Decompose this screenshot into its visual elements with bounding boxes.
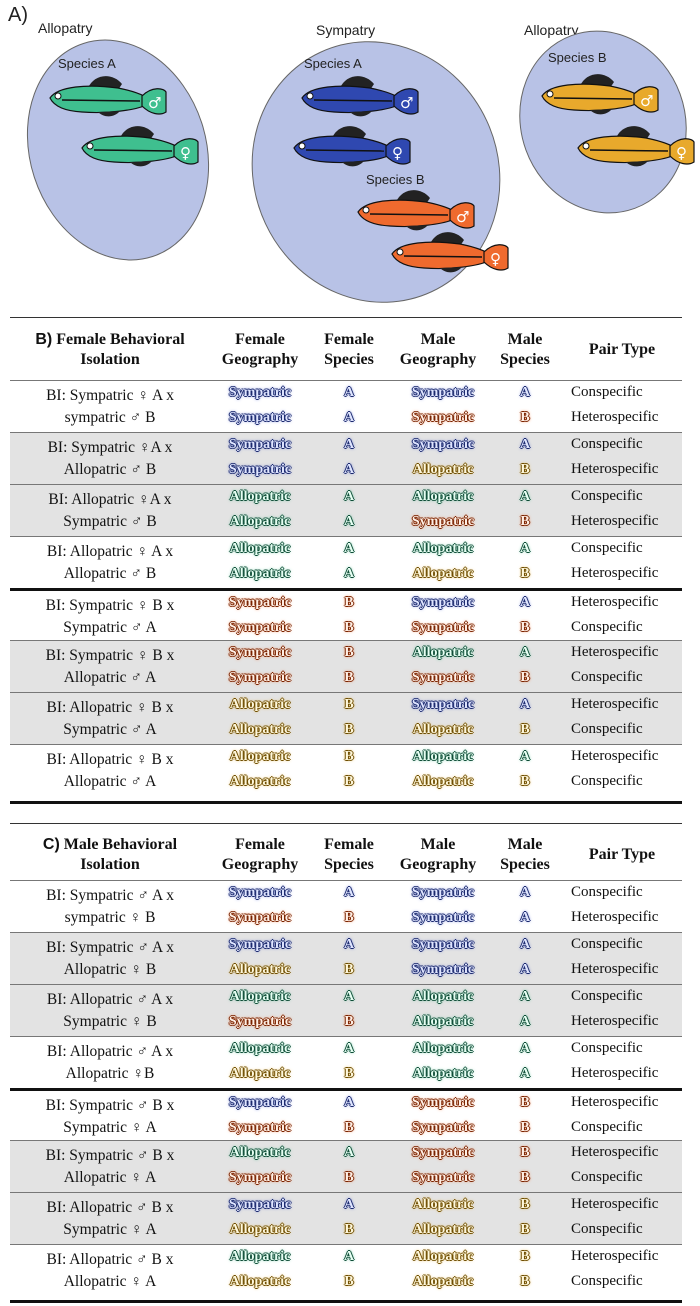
female-geography-cell: Allopatric (229, 1145, 291, 1160)
comparison-label-line: BI: Sympatric ♀ A x (46, 387, 174, 404)
pair-type-cell: Conspecific (571, 1040, 643, 1056)
pair-type-cell: Conspecific (571, 988, 643, 1004)
male-geography-cell: Sympatric (411, 620, 475, 635)
comparison-label (10, 1145, 210, 1189)
female-geography-cell: Allopatric (229, 1041, 291, 1056)
female-species-cell: B (344, 697, 354, 712)
header-female-species: Female Species (324, 331, 374, 368)
female-species-cell: B (344, 1120, 354, 1135)
male-species-cell: B (520, 670, 530, 685)
comparison-label (10, 595, 210, 639)
table-row-group (10, 744, 682, 796)
male-geography-cell: Sympatric (411, 1170, 475, 1185)
pair-type-cell: Conspecific (571, 384, 643, 400)
female-species-cell: A (343, 385, 355, 400)
female-species-cell: B (344, 962, 354, 977)
female-species-cell: A (343, 1249, 355, 1264)
comparison-label-line: BI: Allopatric ♂ A x (46, 991, 174, 1008)
female-geography-cell: Sympatric (228, 1197, 292, 1212)
pair-type-cell: Conspecific (571, 1119, 643, 1135)
comparison-label (10, 385, 210, 429)
female-geography-cell: Allopatric (229, 566, 291, 581)
female-geography-cell: Sympatric (228, 437, 292, 452)
female-species-cell: A (343, 885, 355, 900)
female-species-cell: B (344, 670, 354, 685)
table-row-group (10, 692, 682, 744)
female-geography-cell: Allopatric (229, 1222, 291, 1237)
male-species-cell: A (519, 885, 531, 900)
header-male-species: Male Species (500, 836, 550, 873)
region-allopatry-b (494, 8, 700, 237)
header-female-geography: Female Geography (221, 836, 299, 873)
female-species-cell: A (343, 1197, 355, 1212)
male-species-cell: B (520, 1120, 530, 1135)
table-c-top-rule (10, 823, 682, 824)
panel-a-illustration (0, 0, 700, 305)
male-geography-cell: Allopatric (412, 1249, 474, 1264)
pair-type-cell: Conspecific (571, 721, 643, 737)
male-species-cell: B (520, 1170, 530, 1185)
comparison-label (10, 885, 210, 929)
female-geography-cell: Allopatric (229, 722, 291, 737)
male-species-cell: B (520, 410, 530, 425)
comparison-label-line: BI: Allopatric ♂ A x (46, 1043, 174, 1060)
region-label-center: Sympatry (316, 22, 376, 38)
comparison-label-line: Sympatric ♀ A (63, 1119, 157, 1136)
male-species-cell: B (520, 1274, 530, 1289)
pair-type-cell: Heterospecific (571, 644, 659, 660)
species-label-sympatric-a: Species A (304, 56, 362, 71)
pair-type-cell: Conspecific (571, 936, 643, 952)
pair-type-cell: Heterospecific (571, 748, 659, 764)
comparison-label-line: BI: Sympatric ♂ B x (45, 1097, 175, 1114)
female-geography-cell: Sympatric (228, 620, 292, 635)
comparison-label-line: BI: Sympatric ♂ A x (46, 887, 174, 904)
pair-type-cell: Conspecific (571, 773, 643, 789)
male-geography-cell: Allopatric (412, 1066, 474, 1081)
male-geography-cell: Allopatric (412, 462, 474, 477)
pair-type-cell: Conspecific (571, 619, 643, 635)
male-geography-cell: Sympatric (411, 514, 475, 529)
female-geography-cell: Sympatric (228, 385, 292, 400)
female-geography-cell: Sympatric (228, 670, 292, 685)
male-symbol-icon: ♂ (148, 94, 162, 112)
comparison-label (10, 1041, 210, 1085)
female-symbol-icon: ♀ (676, 144, 687, 162)
male-species-cell: B (520, 722, 530, 737)
header-female-species: Female Species (324, 836, 374, 873)
female-species-cell: A (343, 566, 355, 581)
male-geography-cell: Sympatric (411, 385, 475, 400)
female-species-cell: B (344, 1014, 354, 1029)
header-male-geography: Male Geography (399, 331, 477, 368)
female-geography-cell: Allopatric (229, 1249, 291, 1264)
male-geography-cell: Sympatric (411, 670, 475, 685)
female-geography-cell: Sympatric (228, 885, 292, 900)
female-species-cell: B (344, 910, 354, 925)
table-row-group (10, 588, 682, 640)
comparison-label-line: Allopatric ♀ A (63, 1273, 157, 1290)
comparison-label (10, 1197, 210, 1241)
male-geography-cell: Allopatric (412, 989, 474, 1004)
comparison-label-line: BI: Allopatric ♀A x (48, 491, 172, 508)
comparison-label-line: Allopatric ♀B (65, 1065, 155, 1082)
comparison-label-line: Sympatric ♀ A (63, 1221, 157, 1238)
comparison-label-line: Allopatric ♀ B (63, 961, 157, 978)
female-geography-cell: Allopatric (229, 774, 291, 789)
male-species-cell: A (519, 645, 531, 660)
pair-type-cell: Conspecific (571, 488, 643, 504)
male-species-cell: B (520, 1145, 530, 1160)
comparison-label-line: BI: Allopatric ♀ B x (46, 751, 174, 768)
comparison-label (10, 1095, 210, 1139)
table-c-title: C) Male Behavioral Isolation (42, 836, 178, 873)
table-b-bottom-rule (10, 801, 682, 804)
male-species-cell: B (520, 462, 530, 477)
header-pair-type: Pair Type (588, 341, 656, 358)
pair-type-cell: Heterospecific (571, 1144, 659, 1160)
male-species-cell: B (520, 566, 530, 581)
table-row-group (10, 1088, 682, 1140)
pair-type-cell: Conspecific (571, 1273, 643, 1289)
comparison-label-line: BI: Allopatric ♀ A x (46, 543, 174, 560)
male-geography-cell: Sympatric (411, 1095, 475, 1110)
female-species-cell: A (343, 462, 355, 477)
female-geography-cell: Sympatric (228, 1170, 292, 1185)
pair-type-cell: Heterospecific (571, 409, 659, 425)
comparison-label-line: BI: Sympatric ♀A x (47, 439, 173, 456)
comparison-label-line: BI: Allopatric ♂ B x (46, 1199, 174, 1216)
female-geography-cell: Allopatric (229, 1066, 291, 1081)
female-geography-cell: Sympatric (228, 462, 292, 477)
table-b-top-rule (10, 317, 682, 318)
comparison-label (10, 937, 210, 981)
female-geography-cell: Allopatric (229, 1274, 291, 1289)
comparison-label-line: Allopatric ♂ B (63, 461, 157, 478)
comparison-label-line: Sympatric ♂ A (63, 721, 157, 738)
female-symbol-icon: ♀ (490, 250, 501, 268)
male-geography-cell: Sympatric (411, 595, 475, 610)
comparison-label-line: Sympatric ♀ B (63, 1013, 157, 1030)
female-species-cell: A (343, 437, 355, 452)
female-species-cell: B (344, 645, 354, 660)
male-species-cell: A (519, 1014, 531, 1029)
table-row-group (10, 380, 682, 432)
male-species-cell: A (519, 910, 531, 925)
male-species-cell: A (519, 595, 531, 610)
male-geography-cell: Sympatric (411, 885, 475, 900)
comparison-label-line: BI: Sympatric ♂ A x (46, 939, 174, 956)
female-geography-cell: Allopatric (229, 489, 291, 504)
table-row-group (10, 640, 682, 692)
male-geography-cell: Sympatric (411, 1145, 475, 1160)
female-species-cell: B (344, 1170, 354, 1185)
header-female-geography: Female Geography (221, 331, 299, 368)
male-symbol-icon: ♂ (400, 94, 414, 112)
female-geography-cell: Sympatric (228, 410, 292, 425)
pair-type-cell: Conspecific (571, 669, 643, 685)
comparison-label (10, 697, 210, 741)
female-species-cell: B (344, 1222, 354, 1237)
female-geography-cell: Allopatric (229, 514, 291, 529)
species-label-sympatric-b: Species B (366, 172, 425, 187)
table-c-bottom-rule (10, 1300, 682, 1303)
pair-type-cell: Heterospecific (571, 1094, 659, 1110)
region-label-right: Allopatry (524, 22, 579, 38)
header-male-geography: Male Geography (399, 836, 477, 873)
female-geography-cell: Allopatric (229, 541, 291, 556)
male-species-cell: A (519, 697, 531, 712)
comparison-label-line: Sympatric ♂ A (63, 619, 157, 636)
male-species-cell: A (519, 749, 531, 764)
male-species-cell: A (519, 541, 531, 556)
pair-type-cell: Heterospecific (571, 909, 659, 925)
male-geography-cell: Sympatric (411, 1120, 475, 1135)
pair-type-cell: Conspecific (571, 436, 643, 452)
female-species-cell: A (343, 989, 355, 1004)
male-geography-cell: Allopatric (412, 1222, 474, 1237)
male-species-cell: B (520, 1095, 530, 1110)
male-species-cell: B (520, 1197, 530, 1212)
male-species-cell: A (519, 489, 531, 504)
female-species-cell: B (344, 722, 354, 737)
pair-type-cell: Conspecific (571, 884, 643, 900)
comparison-label (10, 989, 210, 1033)
female-species-cell: B (344, 1274, 354, 1289)
female-species-cell: A (343, 541, 355, 556)
pair-type-cell: Heterospecific (571, 565, 659, 581)
table-row-group (10, 536, 682, 588)
comparison-label-line: BI: Sympatric ♀ B x (45, 647, 175, 664)
pair-type-cell: Heterospecific (571, 1013, 659, 1029)
male-geography-cell: Allopatric (412, 1014, 474, 1029)
female-species-cell: B (344, 749, 354, 764)
female-species-cell: B (344, 774, 354, 789)
male-geography-cell: Sympatric (411, 910, 475, 925)
table-row-group (10, 484, 682, 536)
comparison-label-line: Allopatric ♀ A (63, 1169, 157, 1186)
pair-type-cell: Heterospecific (571, 961, 659, 977)
female-geography-cell: Allopatric (229, 962, 291, 977)
male-geography-cell: Sympatric (411, 437, 475, 452)
female-species-cell: A (343, 1041, 355, 1056)
male-geography-cell: Sympatric (411, 937, 475, 952)
comparison-label-line: sympatric ♀ B (64, 909, 156, 926)
male-geography-cell: Allopatric (412, 566, 474, 581)
female-geography-cell: Sympatric (228, 1120, 292, 1135)
male-geography-cell: Allopatric (412, 1274, 474, 1289)
pair-type-cell: Heterospecific (571, 1065, 659, 1081)
comparison-label (10, 489, 210, 533)
female-geography-cell: Sympatric (228, 910, 292, 925)
comparison-label (10, 645, 210, 689)
female-geography-cell: Sympatric (228, 1095, 292, 1110)
male-species-cell: B (520, 514, 530, 529)
male-geography-cell: Allopatric (412, 541, 474, 556)
male-species-cell: B (520, 1222, 530, 1237)
female-geography-cell: Allopatric (229, 989, 291, 1004)
pair-type-cell: Conspecific (571, 1169, 643, 1185)
table-row-group (10, 432, 682, 484)
male-species-cell: A (519, 1066, 531, 1081)
comparison-label-line: Allopatric ♂ A (63, 669, 157, 686)
pair-type-cell: Heterospecific (571, 461, 659, 477)
comparison-label-line: BI: Sympatric ♂ B x (45, 1147, 175, 1164)
female-geography-cell: Allopatric (229, 697, 291, 712)
female-species-cell: A (343, 937, 355, 952)
pair-type-cell: Heterospecific (571, 1248, 659, 1264)
comparison-label-line: Allopatric ♂ B (63, 565, 157, 582)
female-geography-cell: Sympatric (228, 1014, 292, 1029)
region-label-left: Allopatry (38, 20, 93, 36)
comparison-label-line: Sympatric ♂ B (63, 513, 157, 530)
comparison-label (10, 749, 210, 793)
table-b-title: B) Female Behavioral Isolation (35, 331, 185, 368)
comparison-label-line: Allopatric ♂ A (63, 773, 157, 790)
male-species-cell: A (519, 989, 531, 1004)
female-species-cell: B (344, 620, 354, 635)
table-row-group (10, 1192, 682, 1244)
table-row-group (10, 1140, 682, 1192)
female-geography-cell: Allopatric (229, 749, 291, 764)
male-geography-cell: Sympatric (411, 697, 475, 712)
female-symbol-icon: ♀ (392, 144, 403, 162)
comparison-label-line: BI: Sympatric ♀ B x (45, 597, 175, 614)
female-species-cell: A (343, 489, 355, 504)
panel-a-letter: A) (8, 4, 28, 26)
male-species-cell: A (519, 437, 531, 452)
female-species-cell: B (344, 1066, 354, 1081)
male-species-cell: B (520, 774, 530, 789)
male-geography-cell: Allopatric (412, 774, 474, 789)
table-row-group (10, 984, 682, 1036)
female-species-cell: B (344, 595, 354, 610)
comparison-label-line: BI: Allopatric ♂ B x (46, 1251, 174, 1268)
male-geography-cell: Allopatric (412, 645, 474, 660)
table-row-group (10, 880, 682, 932)
male-geography-cell: Allopatric (412, 489, 474, 504)
pair-type-cell: Heterospecific (571, 594, 659, 610)
pair-type-cell: Conspecific (571, 1221, 643, 1237)
male-symbol-icon: ♂ (456, 208, 470, 226)
species-label-allopatric-a: Species A (58, 56, 116, 71)
table-row-group (10, 1036, 682, 1088)
pair-type-cell: Heterospecific (571, 696, 659, 712)
male-geography-cell: Allopatric (412, 1197, 474, 1212)
female-species-cell: A (343, 1145, 355, 1160)
female-species-cell: A (343, 1095, 355, 1110)
female-species-cell: A (343, 514, 355, 529)
header-pair-type: Pair Type (588, 846, 656, 863)
pair-type-cell: Conspecific (571, 540, 643, 556)
male-geography-cell: Sympatric (411, 410, 475, 425)
header-male-species: Male Species (500, 331, 550, 368)
male-geography-cell: Allopatric (412, 722, 474, 737)
male-species-cell: B (520, 1249, 530, 1264)
female-geography-cell: Sympatric (228, 645, 292, 660)
female-symbol-icon: ♀ (180, 144, 191, 162)
female-geography-cell: Sympatric (228, 595, 292, 610)
comparison-label-line: BI: Allopatric ♀ B x (46, 699, 174, 716)
male-geography-cell: Sympatric (411, 962, 475, 977)
male-species-cell: B (520, 620, 530, 635)
pair-type-cell: Heterospecific (571, 1196, 659, 1212)
male-species-cell: A (519, 1041, 531, 1056)
male-symbol-icon: ♂ (640, 92, 654, 110)
comparison-label (10, 437, 210, 481)
comparison-label (10, 541, 210, 585)
male-species-cell: A (519, 937, 531, 952)
male-species-cell: A (519, 385, 531, 400)
pair-type-cell: Heterospecific (571, 513, 659, 529)
male-geography-cell: Allopatric (412, 1041, 474, 1056)
comparison-label-line: sympatric ♂ B (64, 409, 156, 426)
male-geography-cell: Allopatric (412, 749, 474, 764)
female-geography-cell: Sympatric (228, 937, 292, 952)
table-row-group (10, 932, 682, 984)
table-row-group (10, 1244, 682, 1296)
panel-a-diagram (0, 0, 700, 305)
comparison-label (10, 1249, 210, 1293)
species-label-allopatric-b: Species B (548, 50, 607, 65)
male-species-cell: A (519, 962, 531, 977)
female-species-cell: A (343, 410, 355, 425)
